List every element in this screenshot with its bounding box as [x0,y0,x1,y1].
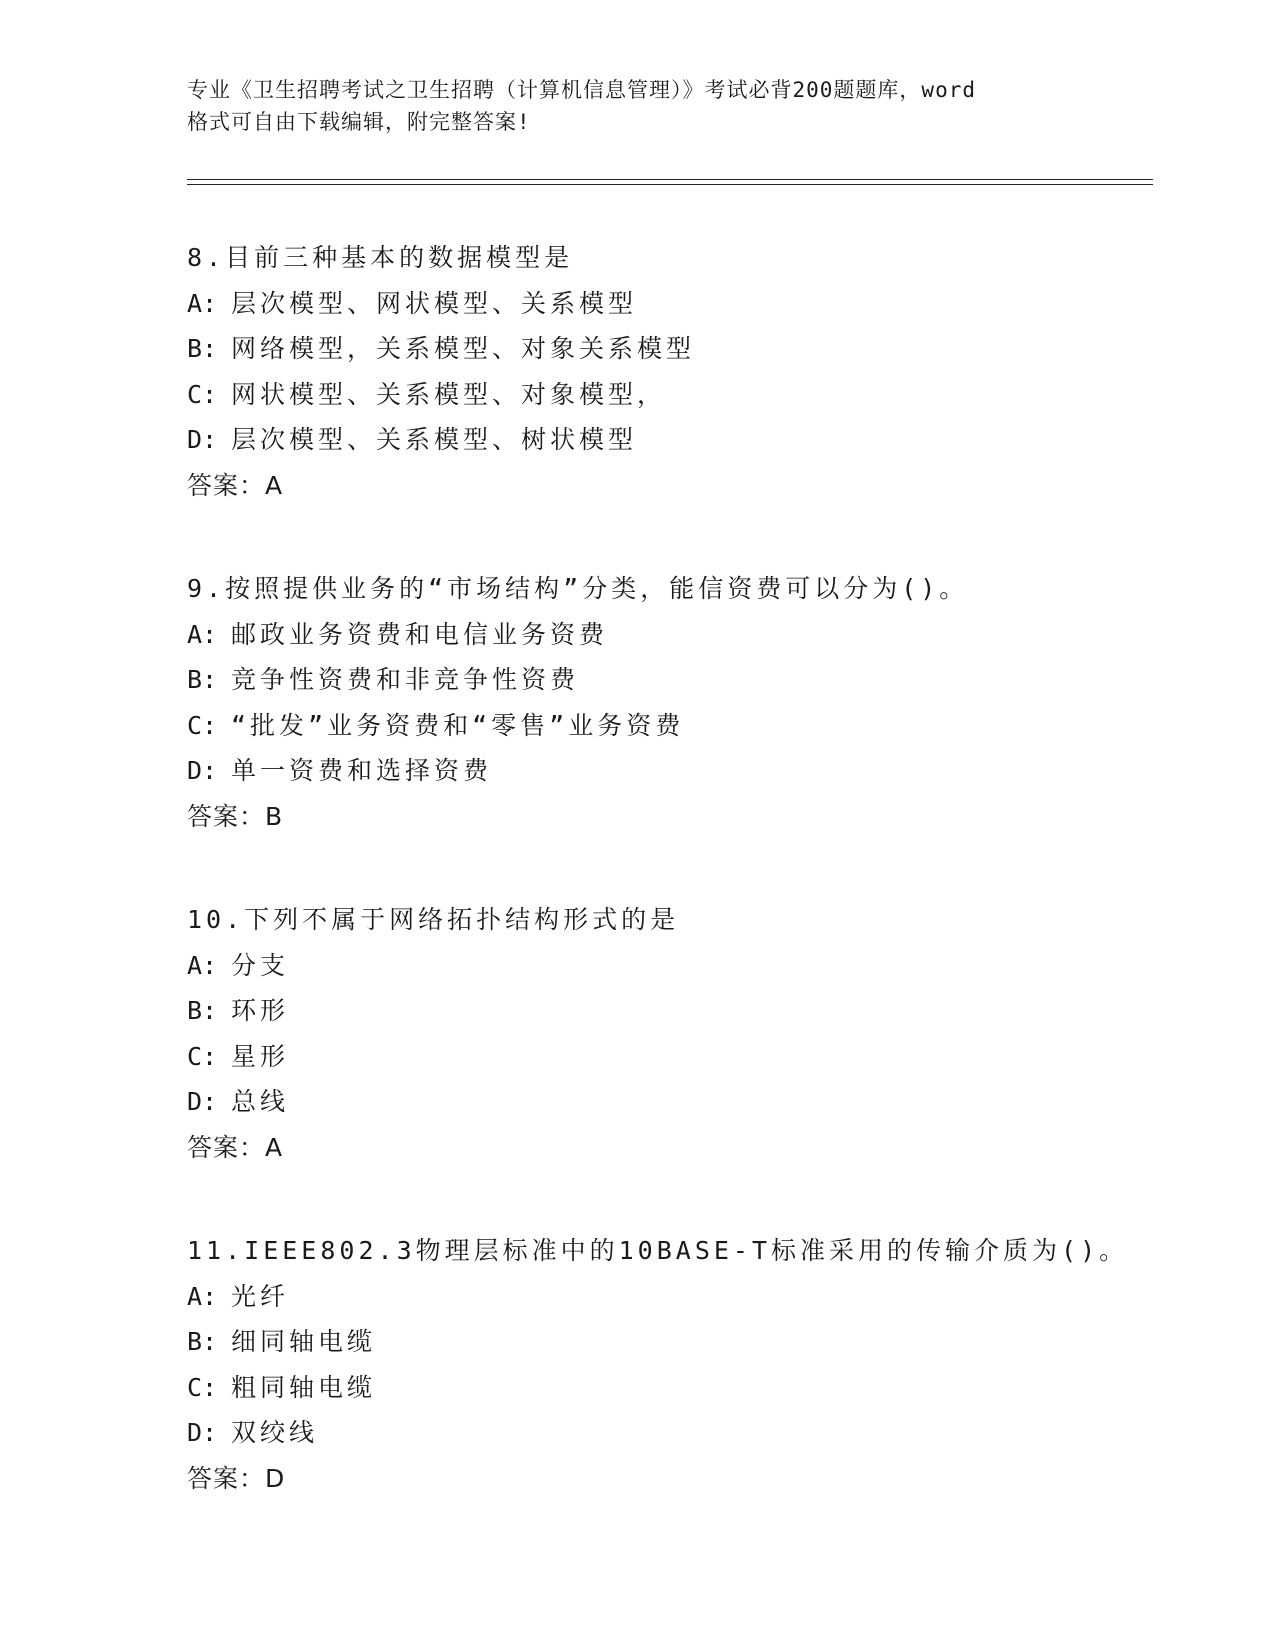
option-text: 竞争性资费和非竞争性资费 [231,665,580,694]
option-text: 网络模型，关系模型、对象关系模型 [231,334,696,363]
option-label: B: [187,334,218,363]
option-c [187,1365,1187,1411]
option-text: 双绞线 [231,1418,319,1447]
option-label: A: [187,950,218,980]
option-text: 层次模型、网状模型、关系模型 [231,288,638,318]
option-label: A: [187,619,218,649]
option-text: 细同轴电缆 [231,1327,377,1356]
option-text: 邮政业务资费和电信业务资费 [231,619,609,649]
option-label: B: [187,665,218,694]
option-a [187,943,1187,989]
option-d [187,748,1187,794]
option-c [187,703,1187,749]
option-label: D: [187,756,218,785]
option-label: B: [187,996,218,1025]
answer-line: 答案：A [187,1132,284,1162]
option-text: 层次模型、关系模型、树状模型 [231,425,638,454]
option-label: C: [187,710,218,740]
question-10 [187,897,1187,1170]
option-a [187,1274,1187,1320]
option-label: B: [187,1327,218,1356]
document-header [187,74,1087,138]
option-d [187,1410,1187,1456]
option-d [187,417,1187,463]
option-text: 光纤 [231,1281,290,1311]
option-d [187,1079,1187,1125]
header-divider-bottom [187,184,1153,185]
option-b [187,1319,1187,1365]
question-11 [187,1228,1187,1501]
option-label: C: [187,379,218,409]
option-text: 分支 [231,950,290,980]
header-line-1: 专业《卫生招聘考试之卫生招聘（计算机信息管理）》考试必背200题题库，word [187,78,976,102]
question-stem: 11.IEEE802.3物理层标准中的10BASE-T标准采用的传输介质为()。 [187,1236,1129,1265]
question-list [187,235,1187,1501]
option-c [187,372,1187,418]
question-8 [187,235,1187,508]
option-label: D: [187,1087,218,1116]
option-c [187,1034,1187,1080]
header-divider-top [187,179,1153,180]
option-label: A: [187,288,218,318]
option-text: 网状模型、关系模型、对象模型， [231,379,667,409]
answer-line: 答案：B [187,801,284,831]
question-stem: 8.目前三种基本的数据模型是 [187,243,574,272]
question-9 [187,566,1187,839]
answer-line: 答案：D [187,1463,286,1493]
option-label: C: [187,1041,218,1071]
option-text: 星形 [231,1041,290,1071]
answer-line: 答案：A [187,470,284,500]
option-b [187,657,1187,703]
option-text: 单一资费和选择资费 [231,756,493,785]
option-text: 环形 [231,996,290,1025]
header-line-2: 格式可自由下载编辑，附完整答案! [187,110,531,134]
option-label: D: [187,1418,218,1447]
option-text: “批发”业务资费和“零售”业务资费 [231,710,685,740]
option-label: D: [187,425,218,454]
option-label: A: [187,1281,218,1311]
option-a [187,281,1187,327]
option-text: 粗同轴电缆 [231,1372,377,1402]
option-b [187,326,1187,372]
option-a [187,612,1187,658]
question-stem: 9.按照提供业务的“市场结构”分类，能信资费可以分为()。 [187,574,969,603]
option-text: 总线 [231,1087,290,1116]
option-label: C: [187,1372,218,1402]
option-b [187,988,1187,1034]
question-stem: 10.下列不属于网络拓扑结构形式的是 [187,905,680,934]
